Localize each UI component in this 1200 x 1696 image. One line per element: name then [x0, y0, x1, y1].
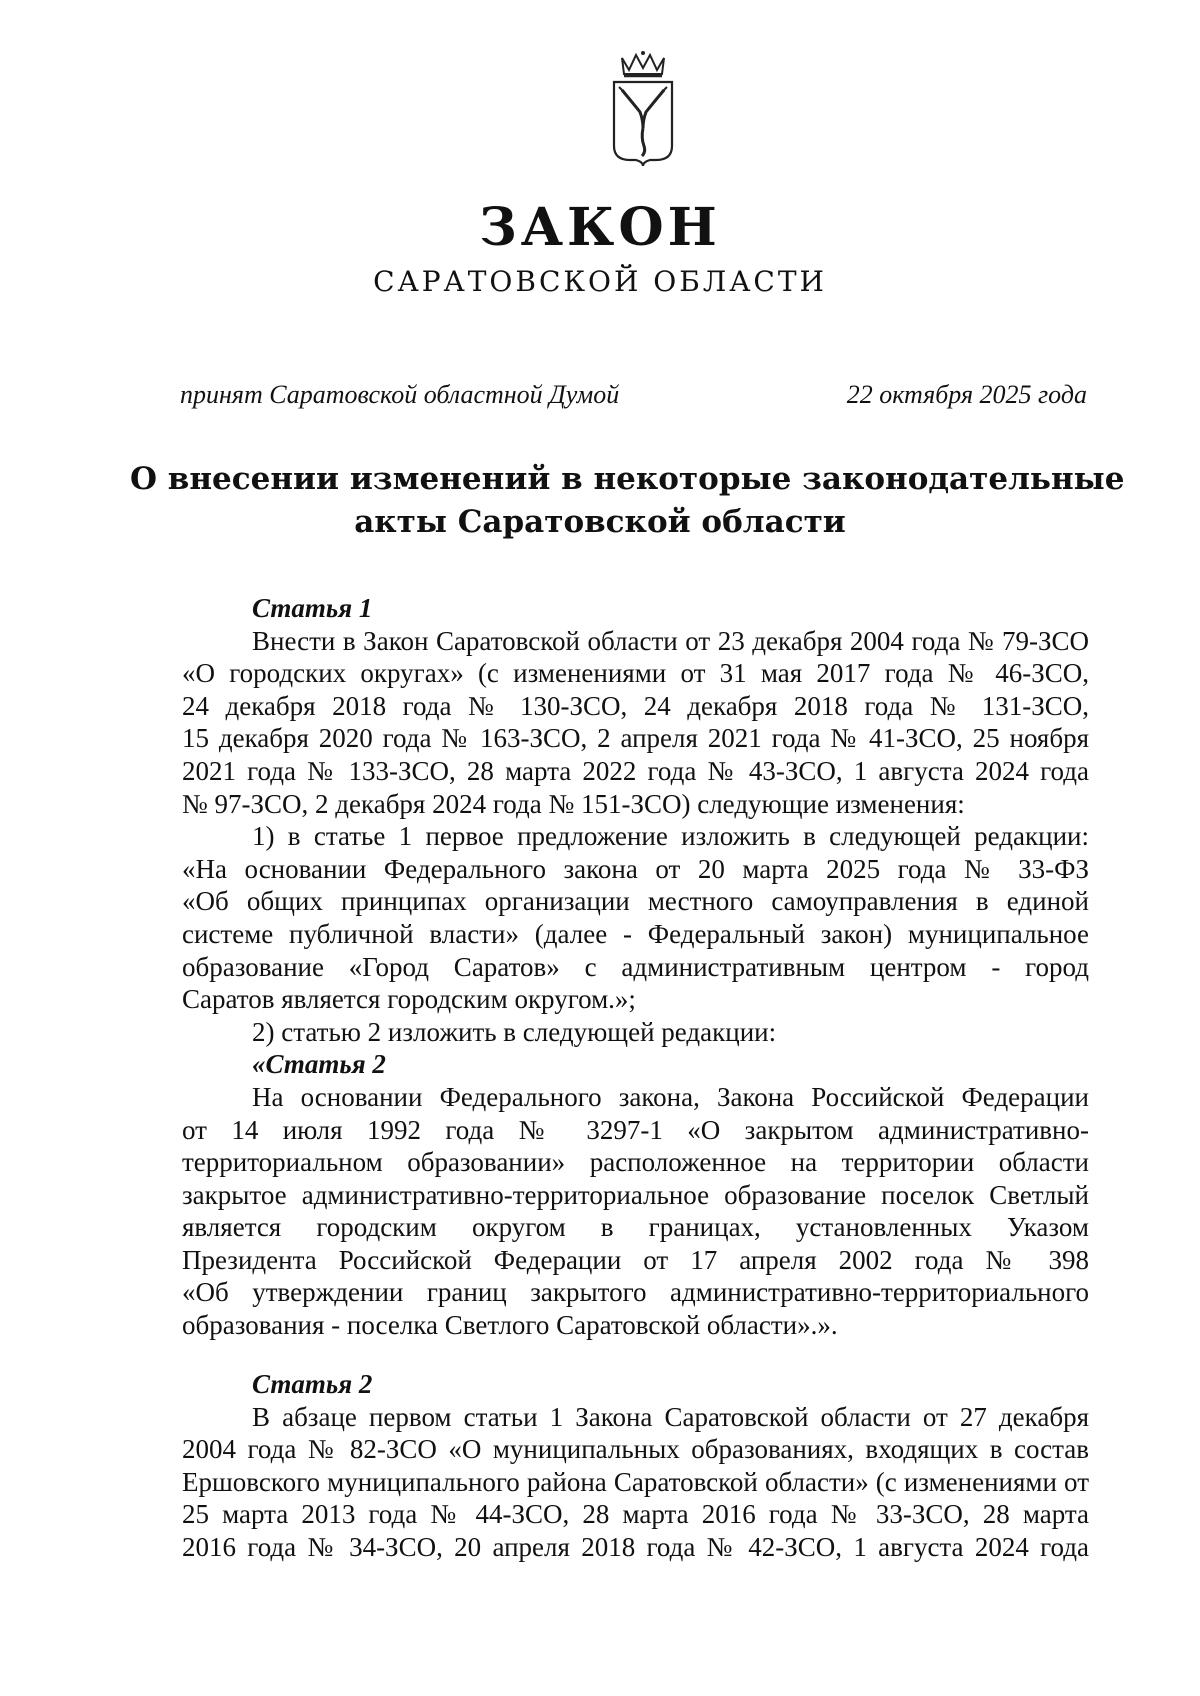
- text-line: образования - поселка Светлого Саратовской области».».: [182, 1310, 838, 1341]
- adopted-by: принят Саратовской областной Думой: [180, 380, 620, 409]
- text-line: 2004 года № 82-ЗСО «О муниципальных образованиях, входящих в состав: [182, 1434, 1089, 1465]
- text-line: 2) статью 2 изложить в следующей редакции:: [252, 1016, 777, 1047]
- document-title-line: О внесении изменений в некоторые законодательные: [130, 461, 1125, 497]
- text-line: Внести в Закон Саратовской области от 23 декабря 2004 года № 79-ЗСО: [252, 625, 1089, 656]
- text-line: закрытое административно-территориальное образование поселок Светлый: [182, 1179, 1089, 1210]
- text-line: 24 декабря 2018 года № 130-ЗСО, 24 декабря 2018 года № 131-ЗСО,: [182, 690, 1089, 721]
- text-line: № 97-ЗСО, 2 декабря 2024 года № 151-ЗСО) следующие изменения:: [182, 788, 965, 819]
- article-1: [182, 592, 1089, 1342]
- text-line: 25 марта 2013 года № 44-ЗСО, 28 марта 2016 года № 33-ЗСО, 28 марта: [182, 1499, 1089, 1530]
- text-line: 1) в статье 1 первое предложение изложить в следующей редакции:: [252, 821, 1089, 852]
- text-line: «На основании Федерального закона от 20 марта 2025 года № 33-ФЗ: [182, 853, 1089, 884]
- text-line: «Об общих принципах организации местного самоуправления в единой: [182, 886, 1089, 917]
- text-line: «О городских округах» (с изменениями от 31 мая 2017 года № 46-ЗСО,: [182, 658, 1089, 689]
- text-line: Президента Российской Федерации от 17 апреля 2002 года № 398: [182, 1244, 1089, 1275]
- document-title-line: акты Саратовской области: [354, 504, 846, 540]
- article-2: [182, 1368, 1089, 1564]
- text-line: В абзаце первом статьи 1 Закона Саратовской области от 27 декабря: [252, 1401, 1089, 1432]
- text-line: от 14 июля 1992 года № 3297-1 «О закрытом административно-: [182, 1114, 1089, 1145]
- text-line: 2021 года № 133-ЗСО, 28 марта 2022 года № 43-ЗСО, 1 августа 2024 года: [182, 755, 1089, 786]
- text-line: 15 декабря 2020 года № 163-ЗСО, 2 апреля 2021 года № 41-ЗСО, 25 ноября: [182, 723, 1089, 754]
- article-heading: Статья 1: [252, 593, 373, 623]
- text-line: территориальном образовании» расположенное на территории области: [182, 1147, 1089, 1178]
- adopted-date: 22 октября 2025 года: [846, 380, 1087, 409]
- text-line: является городским округом в границах, установленных Указом: [182, 1212, 1089, 1243]
- coat-of-arms-icon: [606, 50, 680, 168]
- article-heading: Статья 2: [252, 1369, 373, 1399]
- text-line: Саратов является городским округом.»;: [182, 984, 636, 1015]
- text-line: «Об утверждении границ закрытого административно-территориального: [182, 1277, 1089, 1308]
- law-title: ЗАКОН: [479, 197, 721, 258]
- document-title: [130, 458, 1125, 544]
- text-line: Ершовского муниципального района Саратовской области» (с изменениями от: [182, 1466, 1089, 1497]
- quoted-article-heading: «Статья 2: [252, 1049, 386, 1080]
- text-line: образование «Город Саратов» с административным центром - город: [182, 951, 1089, 982]
- law-subtitle: САРАТОВСКОЙ ОБЛАСТИ: [373, 265, 827, 298]
- text-line: На основании Федерального закона, Закона Российской Федерации: [252, 1081, 1089, 1112]
- text-line: системе публичной власти» (далее - Федеральный закон) муниципальное: [182, 918, 1089, 949]
- text-line: 2016 года № 34-ЗСО, 20 апреля 2018 года № 42-ЗСО, 1 августа 2024 года: [182, 1531, 1089, 1562]
